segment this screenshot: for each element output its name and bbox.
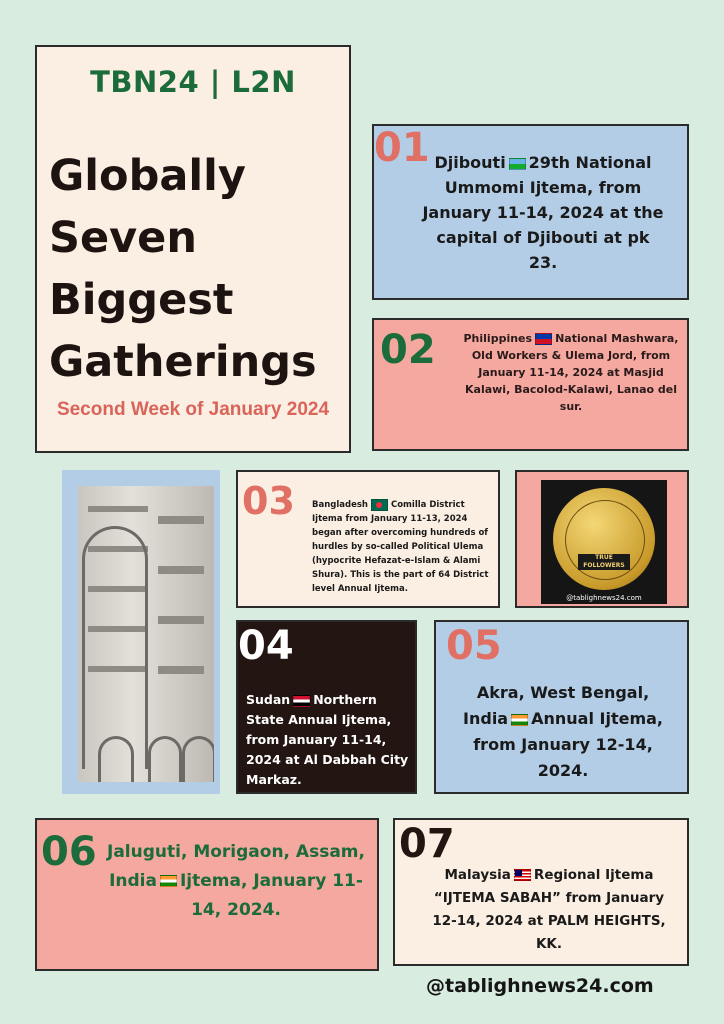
title-line: Biggest <box>49 275 234 325</box>
item-text: Djibouti 29th National Ummomi Ijtema, from January 11-14, 2024 at the capital of Djibouti at pk 23. <box>422 153 664 272</box>
item-number: 02 <box>380 327 436 373</box>
title-panel <box>35 45 351 453</box>
item-number: 05 <box>446 623 502 669</box>
building-photo-card <box>62 470 220 794</box>
building-photo <box>78 486 214 782</box>
item-05-card <box>434 620 689 794</box>
title-line: Seven <box>49 213 197 263</box>
logo-card <box>515 470 689 608</box>
title-line: Globally <box>49 151 246 201</box>
item-text: Akra, West Bengal, India Annual Ijtema, from January 12-14, 2024. <box>463 683 663 780</box>
item-07-card <box>393 818 689 966</box>
bangladesh-flag-icon <box>371 499 388 511</box>
item-text: Sudan Northern State Annual Ijtema, from January 11-14, 2024 at Al Dabbah City Markaz. <box>246 692 409 787</box>
logo-url: @tablighnews24.com <box>566 594 642 602</box>
logo-badge <box>541 480 667 604</box>
malaysia-flag-icon <box>514 869 531 881</box>
footer-handle: @tablighnews24.com <box>426 975 654 997</box>
philippines-flag-icon <box>535 333 552 345</box>
item-06-card <box>35 818 379 971</box>
item-01-card <box>372 124 689 300</box>
item-number: 06 <box>41 829 97 875</box>
item-number: 07 <box>399 821 455 867</box>
sudan-flag-icon <box>293 695 310 707</box>
true-followers-logo-icon <box>553 488 655 590</box>
item-text: Philippines National Mashwara, Old Workers & Ulema Jord, from January 11-14, 2024 at Masjid Kalawi, Bacolod-Kalawi, Lanao del sur. <box>463 332 679 413</box>
item-number: 01 <box>374 125 430 171</box>
logo-label: TRUE FOLLOWERS <box>578 554 630 570</box>
item-04-card <box>236 620 417 794</box>
subtitle: Second Week of January 2024 <box>56 399 330 420</box>
djibouti-flag-icon <box>509 158 526 170</box>
item-text: Bangladesh Comilla District Ijtema from January 11-13, 2024 began after overcoming hundreds of hurdles by so-called Political Ulema (hypocrite Hefazat-e-Islam & Alami Shura). This is the part of 64 District level Annual Ijtema. <box>312 500 489 594</box>
item-number: 04 <box>238 623 294 669</box>
title-line: Gatherings <box>49 337 317 387</box>
item-number: 03 <box>242 479 295 523</box>
item-text: Malaysia Regional Ijtema “IJTEMA SABAH” from January 12-14, 2024 at PALM HEIGHTS, KK. <box>432 867 666 952</box>
brand-label: TBN24 | L2N <box>90 65 296 99</box>
item-text: Jaluguti, Morigaon, Assam, India Ijtema, January 11-14, 2024. <box>107 842 365 920</box>
india-flag-icon <box>160 875 177 887</box>
item-03-card <box>236 470 500 608</box>
india-flag-icon <box>511 714 528 726</box>
item-02-card <box>372 318 689 451</box>
page-title <box>49 145 317 393</box>
